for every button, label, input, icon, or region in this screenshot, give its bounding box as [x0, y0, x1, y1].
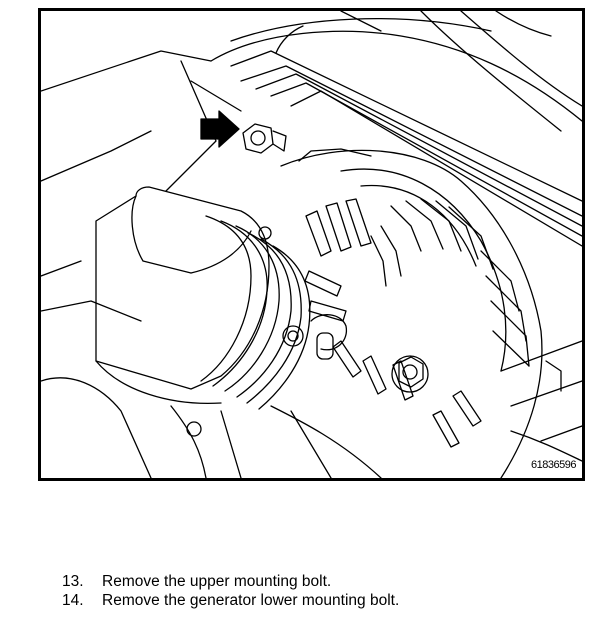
- step-number: 13.: [62, 573, 84, 590]
- pointer-arrow-icon: [201, 111, 239, 147]
- alternator-illustration: [41, 11, 582, 478]
- pulley-icon: [96, 187, 310, 409]
- instruction-steps: [62, 572, 399, 610]
- lower-bolt-icon: [392, 356, 428, 392]
- step-number: 14.: [62, 592, 84, 609]
- upper-bolt-icon: [243, 124, 286, 153]
- illustration-frame: [38, 8, 585, 481]
- step-text: Remove the generator lower mounting bolt.: [102, 592, 400, 609]
- list-item: [62, 572, 399, 591]
- list-item: [62, 591, 399, 610]
- figure-id-label: 61836596: [531, 459, 576, 471]
- step-text: Remove the upper mounting bolt.: [102, 573, 332, 590]
